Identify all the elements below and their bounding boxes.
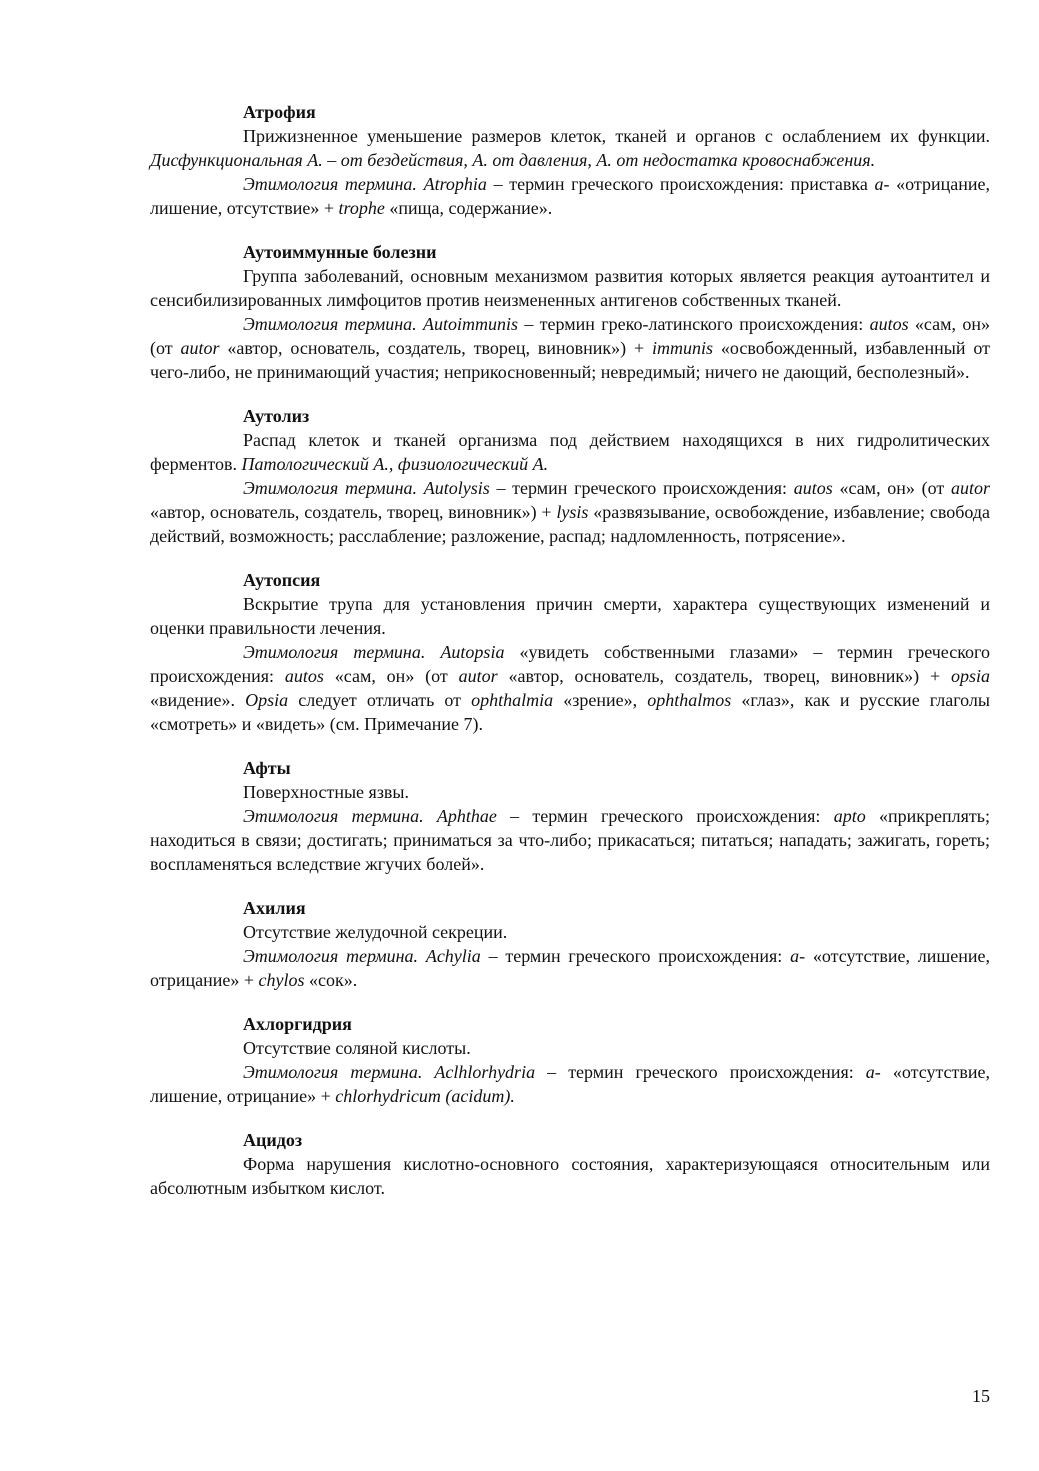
term-heading: Ацидоз (243, 1130, 303, 1150)
text-run: «пища, содержание». (384, 198, 553, 218)
italic-run: apto (833, 806, 866, 826)
text-run: – термин греческого происхождения: (480, 946, 791, 966)
text-run: «сам, он» (от (832, 478, 951, 498)
definition-paragraph (150, 264, 990, 312)
italic-run: Этимология термина. Aclhlorhydria (243, 1062, 536, 1082)
definition-paragraph (150, 428, 990, 476)
definition-paragraph (150, 592, 990, 640)
text-run: «прикреплять; находиться в связи; достигать; приниматься за что-либо; прикасаться; питаться; нападать; зажигать, гореть; воспламеняться вследствие жгучих болей». (150, 806, 990, 874)
term-heading: Ахлоргидрия (243, 1014, 352, 1034)
italic-run: a- (865, 1062, 881, 1082)
term-heading: Ахилия (243, 898, 306, 918)
text-run: – термин греко-латинского происхождения: (517, 314, 870, 334)
text-run: «автор, основатель, создатель, творец, виновник») + (150, 502, 557, 522)
italic-run: autos (793, 478, 833, 498)
text-run: «развязывание, освобождение, избавление; свобода действий, возможность; расслабление; разложение, распад; надломленность, потрясение». (150, 502, 991, 546)
italic-run: Этимология термина. Achylia (243, 946, 481, 966)
term-heading: Аутопсия (243, 570, 321, 590)
text-run: следует отличать от (288, 690, 472, 710)
italic-run: Патологический А., физиологический А. (241, 454, 549, 474)
entry-achylia (150, 896, 990, 992)
italic-run: Этимология термина. Autopsia (243, 642, 505, 662)
document-page (150, 100, 990, 1224)
italic-run: autor (950, 478, 990, 498)
term-heading: Атрофия (243, 102, 316, 122)
text-run: – термин греческого происхождения: приставка (486, 174, 875, 194)
text-run: Отсутствие желудочной секреции. (243, 922, 508, 942)
text-run: «сам, он» (от (323, 666, 459, 686)
entry-autolysis (150, 404, 990, 548)
term-heading: Аутолиз (243, 406, 310, 426)
etymology-paragraph (150, 640, 990, 736)
text-run: Форма нарушения кислотно-основного состояния, характеризующаяся относительным или абсолютным избытком кислот. (150, 1154, 990, 1198)
etymology-paragraph (150, 944, 990, 992)
etymology-paragraph (150, 312, 990, 384)
italic-run: Этимология термина. Aphthae (243, 806, 497, 826)
definition-paragraph (150, 124, 990, 172)
italic-run: a- (790, 946, 806, 966)
term-heading: Афты (243, 758, 291, 778)
text-run: «сам, он» (от (150, 314, 990, 358)
etymology-paragraph (150, 172, 990, 220)
entry-achlorhydria (150, 1012, 990, 1108)
text-run: «увидеть собственными глазами» – термин греческого происхождения: (150, 642, 990, 686)
text-run: «видение». (150, 690, 246, 710)
italic-run: autor (458, 666, 498, 686)
italic-run: Opsia (245, 690, 289, 710)
italic-run: ophthalmos (647, 690, 732, 710)
text-run: «зрение», (553, 690, 648, 710)
definition-paragraph (150, 1036, 990, 1060)
text-run: Прижизненное уменьшение размеров клеток, тканей и органов с ослаблением их функции. (243, 126, 990, 146)
text-run: «автор, основатель, создатель, творец, виновник») + (219, 338, 652, 358)
term-heading: Аутоиммунные болезни (243, 242, 437, 262)
entry-acidosis (150, 1128, 990, 1200)
italic-run: trophe (338, 198, 385, 218)
text-run: Распад клеток и тканей организма под действием находящихся в них гидролитических ферментов. (150, 430, 990, 474)
italic-run: autos (284, 666, 324, 686)
definition-paragraph (150, 920, 990, 944)
italic-run: ophthalmia (471, 690, 554, 710)
text-run: «освобожденный, избавленный от чего-либо, не принимающий участия; неприкосновенный; невредимый; ничего не дающий, бесполезный». (150, 338, 990, 382)
text-run: Вскрытие трупа для установления причин смерти, характера существующих изменений и оценки правильности лечения. (150, 594, 990, 638)
page-number: 15 (972, 1386, 990, 1406)
italic-run: Этимология термина. Autoimmunis (243, 314, 518, 334)
text-run: «отрицание, лишение, отсутствие» + (150, 174, 991, 218)
definition-paragraph (150, 780, 990, 804)
text-run: Отсутствие соляной кислоты. (243, 1038, 471, 1058)
text-run: «глаз», как и русские глаголы «смотреть» и «видеть» (см. Примечание 7). (150, 690, 990, 734)
etymology-paragraph (150, 1060, 990, 1108)
text-run: – термин греческого происхождения: (535, 1062, 866, 1082)
entry-atrophy (150, 100, 990, 220)
italic-run: chylos (258, 970, 305, 990)
italic-run: lysis (556, 502, 589, 522)
entry-autoimmune-diseases (150, 240, 990, 384)
italic-run: immunis (652, 338, 714, 358)
text-run: «отсутствие, лишение, отрицание» + (150, 946, 990, 990)
entry-autopsy (150, 568, 990, 736)
italic-run: Этимология термина. Autolysis (243, 478, 490, 498)
italic-run: Дисфункциональная А. – от бездействия, А. от давления, А. от недостатка кровоснабжения. (150, 150, 876, 170)
italic-run: autos (869, 314, 909, 334)
entry-aphthae (150, 756, 990, 876)
italic-run: autor (180, 338, 220, 358)
italic-run: chlorhydricum (acidum). (335, 1086, 515, 1106)
text-run: «отсутствие, лишение, отрицание» + (150, 1062, 991, 1106)
text-run: «автор, основатель, создатель, творец, виновник») + (497, 666, 951, 686)
text-run: «сок». (304, 970, 358, 990)
definition-paragraph (150, 1152, 990, 1200)
text-run: – термин греческого происхождения: (489, 478, 794, 498)
italic-run: Этимология термина. Atrophia (243, 174, 487, 194)
text-run: Поверхностные язвы. (243, 782, 410, 802)
etymology-paragraph (150, 804, 990, 876)
etymology-paragraph (150, 476, 990, 548)
italic-run: opsia (951, 666, 991, 686)
text-run: – термин греческого происхождения: (496, 806, 834, 826)
italic-run: a- (874, 174, 890, 194)
text-run: Группа заболеваний, основным механизмом развития которых является реакция аутоантител и сенсибилизированных лимфоцитов против неизмененных антигенов собственных тканей. (150, 266, 990, 310)
